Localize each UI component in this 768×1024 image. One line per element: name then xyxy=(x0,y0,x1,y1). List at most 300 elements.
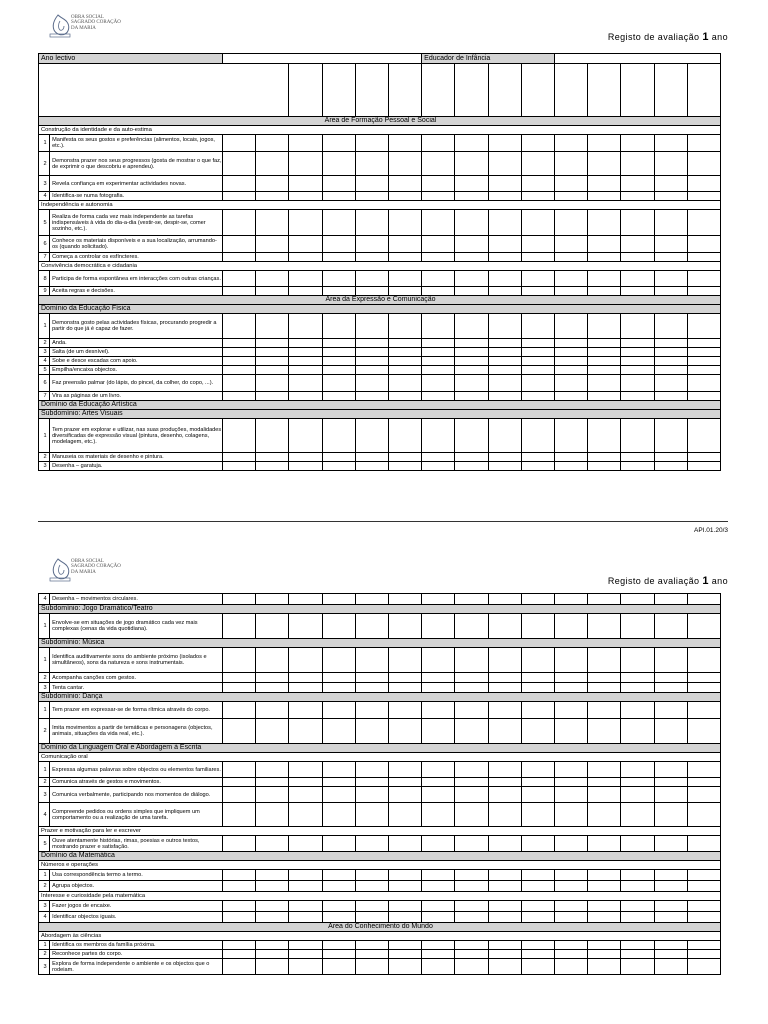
rating-cell[interactable] xyxy=(455,176,488,192)
rating-cell[interactable] xyxy=(687,366,720,375)
rating-cell[interactable] xyxy=(289,453,322,462)
rating-cell[interactable] xyxy=(588,176,621,192)
rating-cell[interactable] xyxy=(322,366,355,375)
rating-cell[interactable] xyxy=(654,803,687,827)
rating-cell[interactable] xyxy=(621,778,654,787)
rating-cell[interactable] xyxy=(455,453,488,462)
rating-cell[interactable] xyxy=(388,419,421,453)
rating-cell[interactable] xyxy=(322,719,355,744)
rating-cell[interactable] xyxy=(654,787,687,803)
rating-cell[interactable] xyxy=(422,959,455,975)
child-name-cell[interactable] xyxy=(355,64,388,117)
rating-cell[interactable] xyxy=(521,673,554,683)
rating-cell[interactable] xyxy=(621,787,654,803)
rating-cell[interactable] xyxy=(422,648,455,673)
rating-cell[interactable] xyxy=(223,210,256,236)
rating-cell[interactable] xyxy=(289,192,322,201)
rating-cell[interactable] xyxy=(256,719,289,744)
rating-cell[interactable] xyxy=(588,287,621,296)
rating-cell[interactable] xyxy=(422,348,455,357)
rating-cell[interactable] xyxy=(289,366,322,375)
rating-cell[interactable] xyxy=(588,357,621,366)
rating-cell[interactable] xyxy=(455,787,488,803)
rating-cell[interactable] xyxy=(488,210,521,236)
rating-cell[interactable] xyxy=(588,253,621,262)
rating-cell[interactable] xyxy=(654,614,687,639)
rating-cell[interactable] xyxy=(256,135,289,152)
rating-cell[interactable] xyxy=(554,253,587,262)
rating-cell[interactable] xyxy=(455,366,488,375)
rating-cell[interactable] xyxy=(388,366,421,375)
rating-cell[interactable] xyxy=(422,881,455,892)
rating-cell[interactable] xyxy=(554,348,587,357)
rating-cell[interactable] xyxy=(422,392,455,401)
rating-cell[interactable] xyxy=(588,787,621,803)
rating-cell[interactable] xyxy=(355,778,388,787)
rating-cell[interactable] xyxy=(223,959,256,975)
rating-cell[interactable] xyxy=(521,375,554,392)
rating-cell[interactable] xyxy=(289,683,322,693)
rating-cell[interactable] xyxy=(355,836,388,852)
rating-cell[interactable] xyxy=(654,959,687,975)
rating-cell[interactable] xyxy=(621,941,654,950)
rating-cell[interactable] xyxy=(388,192,421,201)
rating-cell[interactable] xyxy=(289,348,322,357)
child-name-cell[interactable] xyxy=(388,64,421,117)
rating-cell[interactable] xyxy=(521,152,554,176)
rating-cell[interactable] xyxy=(687,648,720,673)
rating-cell[interactable] xyxy=(256,271,289,287)
rating-cell[interactable] xyxy=(554,881,587,892)
rating-cell[interactable] xyxy=(355,787,388,803)
rating-cell[interactable] xyxy=(621,836,654,852)
rating-cell[interactable] xyxy=(621,803,654,827)
rating-cell[interactable] xyxy=(621,236,654,253)
rating-cell[interactable] xyxy=(422,719,455,744)
rating-cell[interactable] xyxy=(389,614,422,639)
rating-cell[interactable] xyxy=(554,375,587,392)
rating-cell[interactable] xyxy=(223,357,256,366)
rating-cell[interactable] xyxy=(256,176,289,192)
rating-cell[interactable] xyxy=(554,339,587,348)
rating-cell[interactable] xyxy=(521,271,554,287)
rating-cell[interactable] xyxy=(223,614,256,639)
rating-cell[interactable] xyxy=(621,287,654,296)
rating-cell[interactable] xyxy=(488,135,521,152)
rating-cell[interactable] xyxy=(588,719,621,744)
rating-cell[interactable] xyxy=(289,176,322,192)
rating-cell[interactable] xyxy=(422,762,455,778)
rating-cell[interactable] xyxy=(322,836,355,852)
rating-cell[interactable] xyxy=(322,348,355,357)
rating-cell[interactable] xyxy=(588,375,621,392)
rating-cell[interactable] xyxy=(388,135,421,152)
rating-cell[interactable] xyxy=(554,941,587,950)
rating-cell[interactable] xyxy=(355,236,388,253)
rating-cell[interactable] xyxy=(687,314,720,339)
rating-cell[interactable] xyxy=(654,271,687,287)
rating-cell[interactable] xyxy=(256,152,289,176)
rating-cell[interactable] xyxy=(621,959,654,975)
rating-cell[interactable] xyxy=(389,901,422,912)
rating-cell[interactable] xyxy=(389,683,422,693)
rating-cell[interactable] xyxy=(223,778,256,787)
rating-cell[interactable] xyxy=(588,192,621,201)
rating-cell[interactable] xyxy=(654,941,687,950)
rating-cell[interactable] xyxy=(388,236,421,253)
rating-cell[interactable] xyxy=(455,357,488,366)
child-name-cell[interactable] xyxy=(322,64,355,117)
rating-cell[interactable] xyxy=(554,287,587,296)
rating-cell[interactable] xyxy=(687,836,720,852)
rating-cell[interactable] xyxy=(455,959,488,975)
rating-cell[interactable] xyxy=(588,314,621,339)
rating-cell[interactable] xyxy=(521,787,554,803)
rating-cell[interactable] xyxy=(455,253,488,262)
rating-cell[interactable] xyxy=(687,778,720,787)
rating-cell[interactable] xyxy=(223,594,256,605)
rating-cell[interactable] xyxy=(654,357,687,366)
rating-cell[interactable] xyxy=(256,375,289,392)
rating-cell[interactable] xyxy=(223,673,256,683)
rating-cell[interactable] xyxy=(488,901,521,912)
rating-cell[interactable] xyxy=(455,683,488,693)
rating-cell[interactable] xyxy=(654,192,687,201)
rating-cell[interactable] xyxy=(322,912,355,923)
rating-cell[interactable] xyxy=(355,462,388,471)
rating-cell[interactable] xyxy=(621,392,654,401)
rating-cell[interactable] xyxy=(256,419,289,453)
rating-cell[interactable] xyxy=(521,836,554,852)
rating-cell[interactable] xyxy=(355,152,388,176)
rating-cell[interactable] xyxy=(422,803,455,827)
child-name-cell[interactable] xyxy=(654,64,687,117)
rating-cell[interactable] xyxy=(588,762,621,778)
rating-cell[interactable] xyxy=(322,210,355,236)
rating-cell[interactable] xyxy=(687,614,720,639)
rating-cell[interactable] xyxy=(289,959,322,975)
rating-cell[interactable] xyxy=(654,648,687,673)
rating-cell[interactable] xyxy=(488,594,521,605)
rating-cell[interactable] xyxy=(654,702,687,719)
rating-cell[interactable] xyxy=(355,348,388,357)
rating-cell[interactable] xyxy=(256,803,289,827)
rating-cell[interactable] xyxy=(256,614,289,639)
rating-cell[interactable] xyxy=(687,152,720,176)
rating-cell[interactable] xyxy=(521,339,554,348)
rating-cell[interactable] xyxy=(521,253,554,262)
rating-cell[interactable] xyxy=(422,192,455,201)
rating-cell[interactable] xyxy=(488,314,521,339)
rating-cell[interactable] xyxy=(289,253,322,262)
rating-cell[interactable] xyxy=(521,762,554,778)
rating-cell[interactable] xyxy=(455,950,488,959)
rating-cell[interactable] xyxy=(521,348,554,357)
rating-cell[interactable] xyxy=(687,453,720,462)
rating-cell[interactable] xyxy=(455,912,488,923)
rating-cell[interactable] xyxy=(588,683,621,693)
rating-cell[interactable] xyxy=(322,803,355,827)
rating-cell[interactable] xyxy=(455,762,488,778)
rating-cell[interactable] xyxy=(687,176,720,192)
rating-cell[interactable] xyxy=(289,870,322,881)
rating-cell[interactable] xyxy=(256,594,289,605)
rating-cell[interactable] xyxy=(256,912,289,923)
rating-cell[interactable] xyxy=(455,881,488,892)
rating-cell[interactable] xyxy=(322,941,355,950)
rating-cell[interactable] xyxy=(256,778,289,787)
rating-cell[interactable] xyxy=(322,192,355,201)
rating-cell[interactable] xyxy=(256,901,289,912)
rating-cell[interactable] xyxy=(389,778,422,787)
rating-cell[interactable] xyxy=(223,287,256,296)
rating-cell[interactable] xyxy=(422,419,455,453)
rating-cell[interactable] xyxy=(289,314,322,339)
rating-cell[interactable] xyxy=(687,462,720,471)
rating-cell[interactable] xyxy=(588,348,621,357)
rating-cell[interactable] xyxy=(488,870,521,881)
rating-cell[interactable] xyxy=(687,236,720,253)
rating-cell[interactable] xyxy=(554,836,587,852)
rating-cell[interactable] xyxy=(355,762,388,778)
rating-cell[interactable] xyxy=(687,392,720,401)
rating-cell[interactable] xyxy=(654,314,687,339)
rating-cell[interactable] xyxy=(488,192,521,201)
rating-cell[interactable] xyxy=(388,287,421,296)
rating-cell[interactable] xyxy=(223,392,256,401)
rating-cell[interactable] xyxy=(388,462,421,471)
rating-cell[interactable] xyxy=(422,673,455,683)
rating-cell[interactable] xyxy=(223,366,256,375)
rating-cell[interactable] xyxy=(554,176,587,192)
rating-cell[interactable] xyxy=(322,271,355,287)
rating-cell[interactable] xyxy=(256,236,289,253)
rating-cell[interactable] xyxy=(355,392,388,401)
rating-cell[interactable] xyxy=(455,702,488,719)
rating-cell[interactable] xyxy=(654,462,687,471)
rating-cell[interactable] xyxy=(621,912,654,923)
rating-cell[interactable] xyxy=(687,959,720,975)
rating-cell[interactable] xyxy=(521,135,554,152)
rating-cell[interactable] xyxy=(654,719,687,744)
rating-cell[interactable] xyxy=(355,614,388,639)
rating-cell[interactable] xyxy=(223,836,256,852)
rating-cell[interactable] xyxy=(455,236,488,253)
rating-cell[interactable] xyxy=(654,135,687,152)
rating-cell[interactable] xyxy=(588,210,621,236)
rating-cell[interactable] xyxy=(621,870,654,881)
rating-cell[interactable] xyxy=(322,453,355,462)
rating-cell[interactable] xyxy=(455,648,488,673)
rating-cell[interactable] xyxy=(322,419,355,453)
rating-cell[interactable] xyxy=(554,614,587,639)
rating-cell[interactable] xyxy=(388,375,421,392)
rating-cell[interactable] xyxy=(256,253,289,262)
rating-cell[interactable] xyxy=(521,648,554,673)
rating-cell[interactable] xyxy=(289,210,322,236)
rating-cell[interactable] xyxy=(256,762,289,778)
rating-cell[interactable] xyxy=(455,870,488,881)
rating-cell[interactable] xyxy=(654,778,687,787)
rating-cell[interactable] xyxy=(355,683,388,693)
rating-cell[interactable] xyxy=(388,176,421,192)
rating-cell[interactable] xyxy=(289,614,322,639)
rating-cell[interactable] xyxy=(654,176,687,192)
rating-cell[interactable] xyxy=(389,762,422,778)
rating-cell[interactable] xyxy=(355,135,388,152)
rating-cell[interactable] xyxy=(355,803,388,827)
rating-cell[interactable] xyxy=(355,375,388,392)
rating-cell[interactable] xyxy=(621,253,654,262)
rating-cell[interactable] xyxy=(621,453,654,462)
rating-cell[interactable] xyxy=(256,453,289,462)
rating-cell[interactable] xyxy=(455,614,488,639)
rating-cell[interactable] xyxy=(588,271,621,287)
rating-cell[interactable] xyxy=(455,803,488,827)
rating-cell[interactable] xyxy=(488,702,521,719)
rating-cell[interactable] xyxy=(355,271,388,287)
rating-cell[interactable] xyxy=(488,176,521,192)
rating-cell[interactable] xyxy=(223,236,256,253)
rating-cell[interactable] xyxy=(521,803,554,827)
rating-cell[interactable] xyxy=(455,836,488,852)
rating-cell[interactable] xyxy=(223,253,256,262)
rating-cell[interactable] xyxy=(554,901,587,912)
rating-cell[interactable] xyxy=(488,392,521,401)
rating-cell[interactable] xyxy=(687,870,720,881)
rating-cell[interactable] xyxy=(588,778,621,787)
rating-cell[interactable] xyxy=(621,357,654,366)
rating-cell[interactable] xyxy=(621,366,654,375)
rating-cell[interactable] xyxy=(256,192,289,201)
rating-cell[interactable] xyxy=(654,253,687,262)
rating-cell[interactable] xyxy=(687,271,720,287)
rating-cell[interactable] xyxy=(621,683,654,693)
rating-cell[interactable] xyxy=(422,702,455,719)
rating-cell[interactable] xyxy=(322,959,355,975)
rating-cell[interactable] xyxy=(488,348,521,357)
rating-cell[interactable] xyxy=(488,778,521,787)
rating-cell[interactable] xyxy=(521,594,554,605)
rating-cell[interactable] xyxy=(654,683,687,693)
rating-cell[interactable] xyxy=(521,176,554,192)
rating-cell[interactable] xyxy=(621,271,654,287)
rating-cell[interactable] xyxy=(422,339,455,348)
rating-cell[interactable] xyxy=(687,210,720,236)
rating-cell[interactable] xyxy=(687,594,720,605)
rating-cell[interactable] xyxy=(621,210,654,236)
rating-cell[interactable] xyxy=(488,339,521,348)
rating-cell[interactable] xyxy=(455,778,488,787)
rating-cell[interactable] xyxy=(521,870,554,881)
rating-cell[interactable] xyxy=(355,594,388,605)
rating-cell[interactable] xyxy=(588,135,621,152)
rating-cell[interactable] xyxy=(388,314,421,339)
rating-cell[interactable] xyxy=(521,210,554,236)
rating-cell[interactable] xyxy=(554,673,587,683)
rating-cell[interactable] xyxy=(687,762,720,778)
rating-cell[interactable] xyxy=(389,881,422,892)
rating-cell[interactable] xyxy=(554,152,587,176)
rating-cell[interactable] xyxy=(521,419,554,453)
rating-cell[interactable] xyxy=(322,702,355,719)
rating-cell[interactable] xyxy=(256,683,289,693)
child-name-cell[interactable] xyxy=(488,64,521,117)
rating-cell[interactable] xyxy=(687,787,720,803)
rating-cell[interactable] xyxy=(322,462,355,471)
rating-cell[interactable] xyxy=(687,881,720,892)
rating-cell[interactable] xyxy=(223,648,256,673)
rating-cell[interactable] xyxy=(322,253,355,262)
rating-cell[interactable] xyxy=(488,673,521,683)
rating-cell[interactable] xyxy=(355,210,388,236)
child-name-cell[interactable] xyxy=(521,64,554,117)
rating-cell[interactable] xyxy=(488,253,521,262)
rating-cell[interactable] xyxy=(322,778,355,787)
rating-cell[interactable] xyxy=(223,870,256,881)
rating-cell[interactable] xyxy=(322,339,355,348)
rating-cell[interactable] xyxy=(654,210,687,236)
rating-cell[interactable] xyxy=(289,881,322,892)
rating-cell[interactable] xyxy=(223,453,256,462)
rating-cell[interactable] xyxy=(256,950,289,959)
rating-cell[interactable] xyxy=(488,357,521,366)
rating-cell[interactable] xyxy=(654,881,687,892)
rating-cell[interactable] xyxy=(289,462,322,471)
rating-cell[interactable] xyxy=(223,941,256,950)
rating-cell[interactable] xyxy=(687,135,720,152)
rating-cell[interactable] xyxy=(687,950,720,959)
rating-cell[interactable] xyxy=(422,594,455,605)
rating-cell[interactable] xyxy=(223,912,256,923)
rating-cell[interactable] xyxy=(355,702,388,719)
rating-cell[interactable] xyxy=(654,762,687,778)
rating-cell[interactable] xyxy=(422,287,455,296)
rating-cell[interactable] xyxy=(422,375,455,392)
rating-cell[interactable] xyxy=(554,453,587,462)
rating-cell[interactable] xyxy=(521,314,554,339)
rating-cell[interactable] xyxy=(289,271,322,287)
rating-cell[interactable] xyxy=(422,366,455,375)
rating-cell[interactable] xyxy=(554,210,587,236)
rating-cell[interactable] xyxy=(322,287,355,296)
rating-cell[interactable] xyxy=(422,836,455,852)
rating-cell[interactable] xyxy=(488,803,521,827)
rating-cell[interactable] xyxy=(322,683,355,693)
rating-cell[interactable] xyxy=(223,152,256,176)
rating-cell[interactable] xyxy=(223,762,256,778)
rating-cell[interactable] xyxy=(588,836,621,852)
rating-cell[interactable] xyxy=(554,314,587,339)
rating-cell[interactable] xyxy=(422,253,455,262)
rating-cell[interactable] xyxy=(355,870,388,881)
rating-cell[interactable] xyxy=(355,901,388,912)
rating-cell[interactable] xyxy=(488,271,521,287)
rating-cell[interactable] xyxy=(422,901,455,912)
rating-cell[interactable] xyxy=(256,210,289,236)
rating-cell[interactable] xyxy=(322,375,355,392)
rating-cell[interactable] xyxy=(488,236,521,253)
educator-field[interactable] xyxy=(554,54,720,64)
rating-cell[interactable] xyxy=(521,453,554,462)
rating-cell[interactable] xyxy=(488,683,521,693)
rating-cell[interactable] xyxy=(322,176,355,192)
rating-cell[interactable] xyxy=(455,719,488,744)
rating-cell[interactable] xyxy=(588,959,621,975)
rating-cell[interactable] xyxy=(322,787,355,803)
rating-cell[interactable] xyxy=(256,392,289,401)
rating-cell[interactable] xyxy=(488,287,521,296)
